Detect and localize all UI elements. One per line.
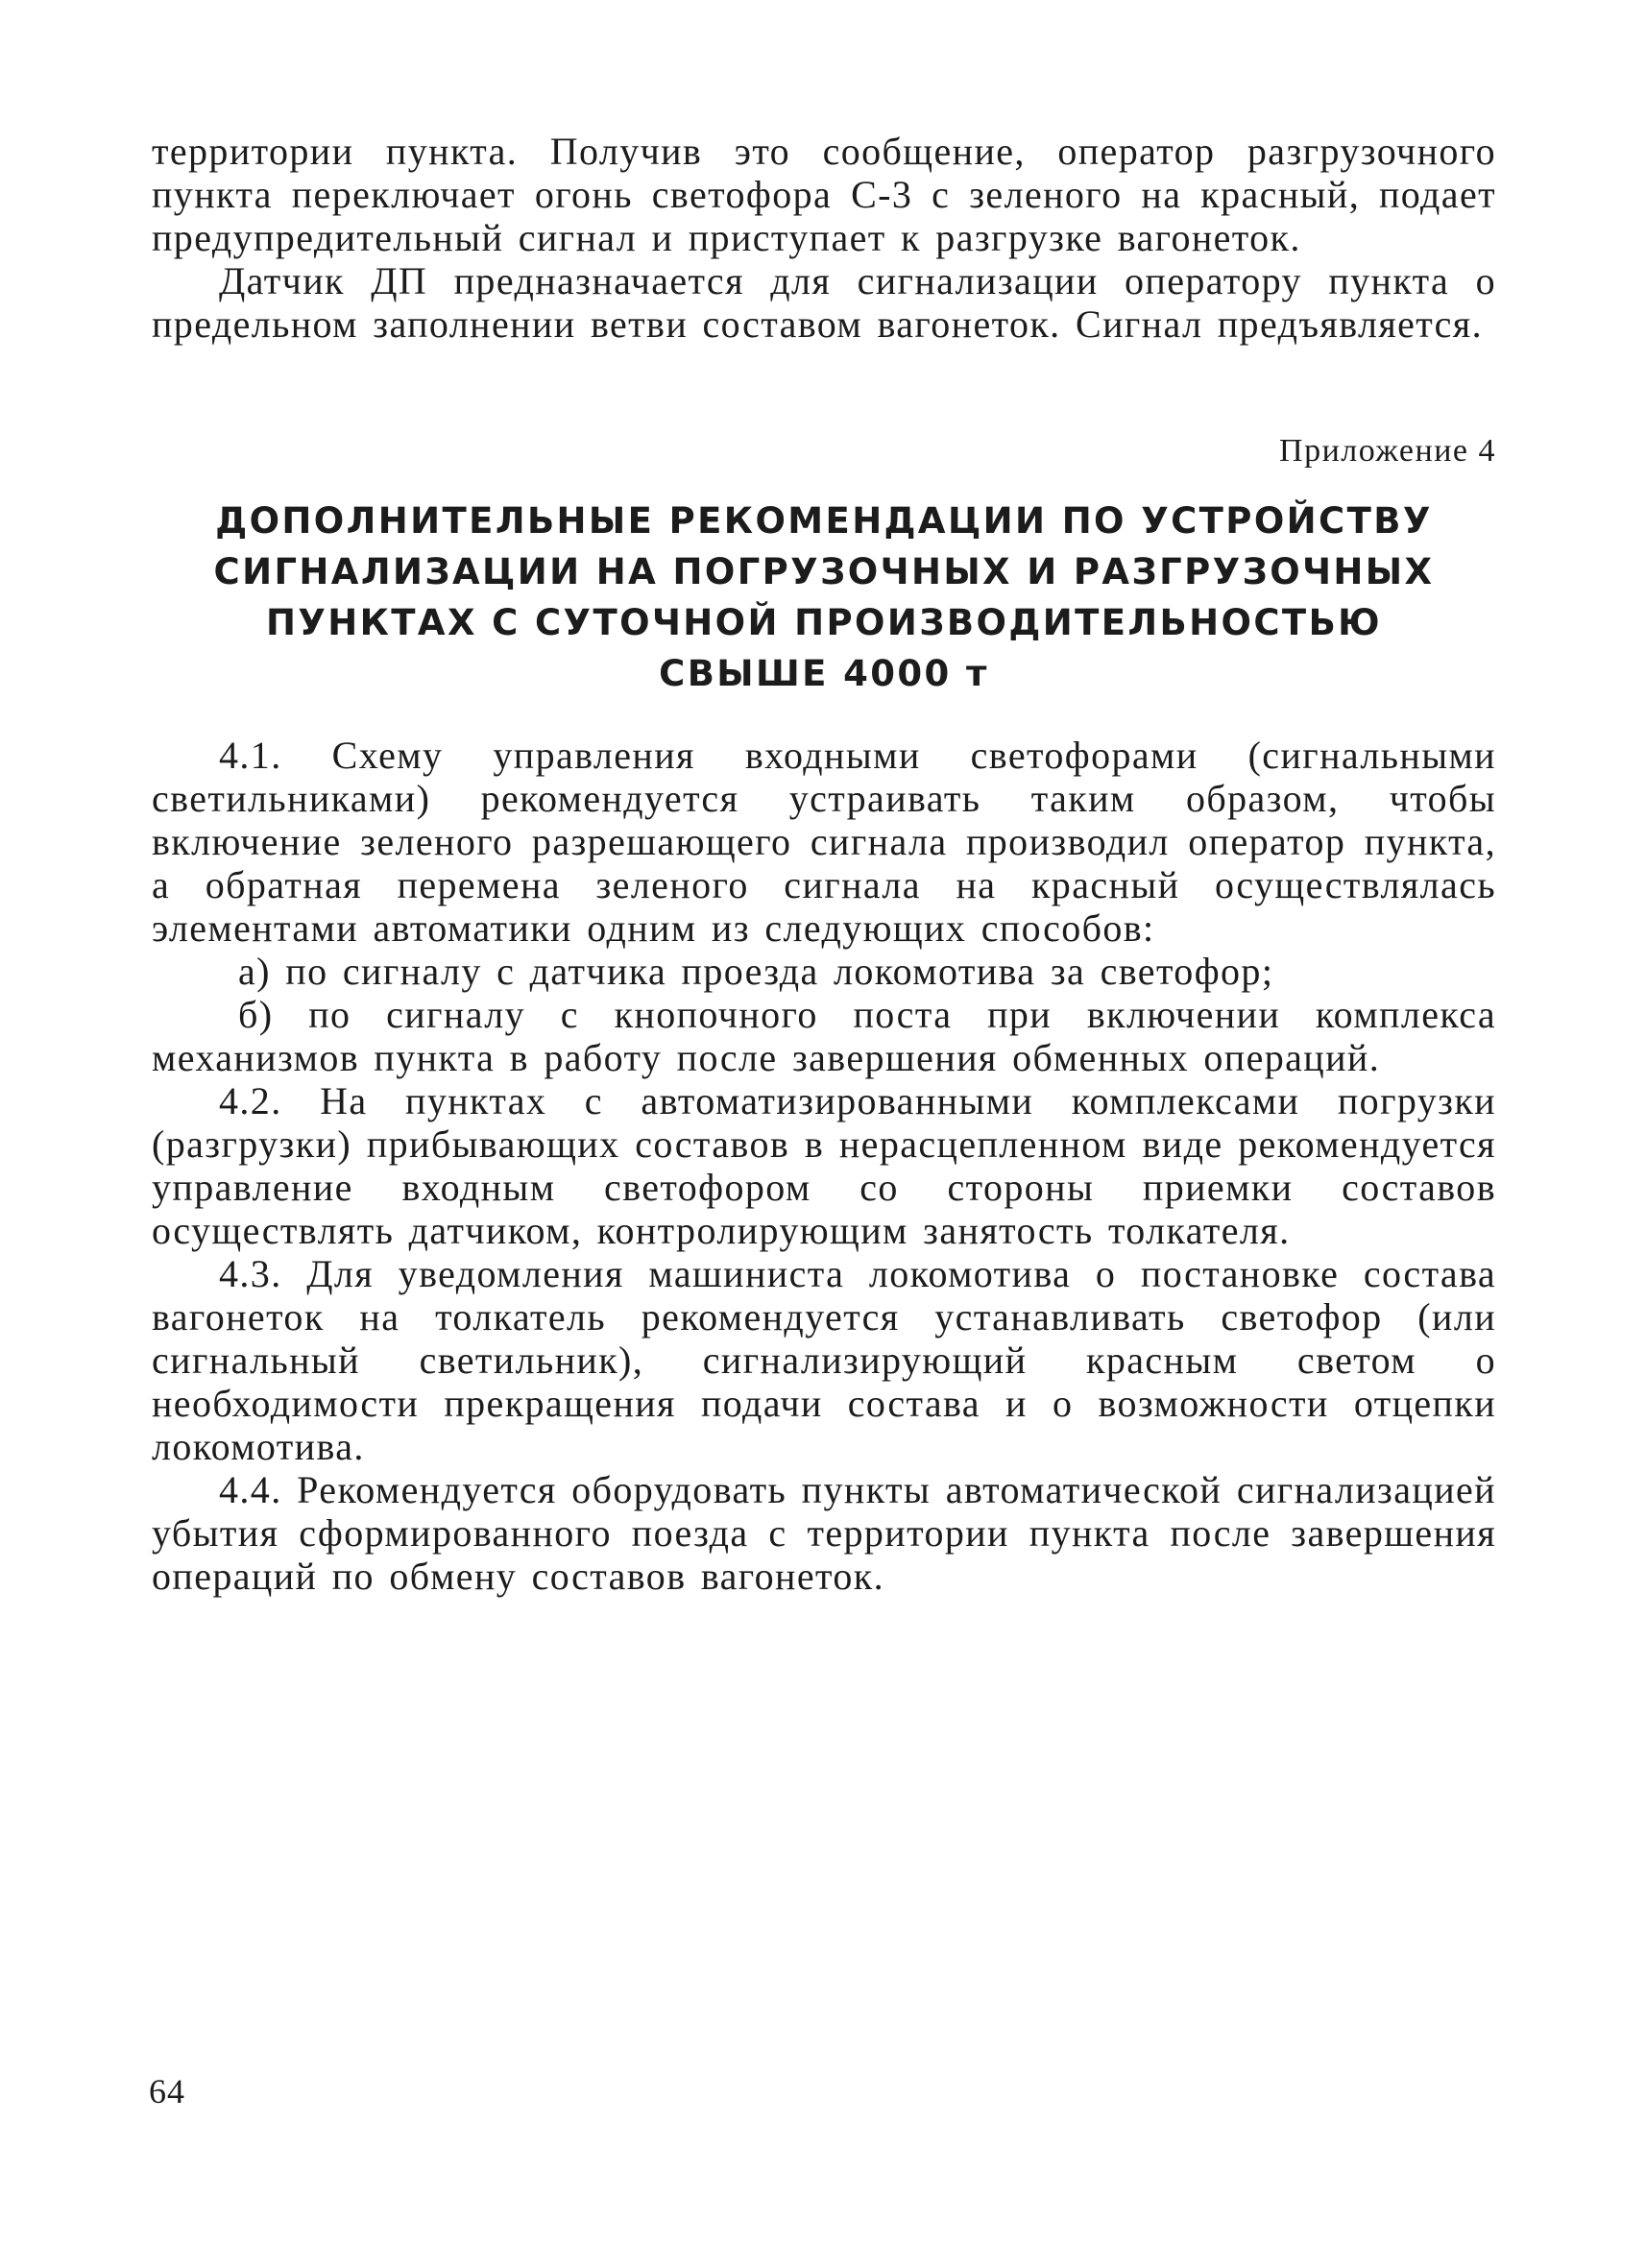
appendix-label: Приложение 4	[1279, 433, 1496, 469]
appendix-title-line: СИГНАЛИЗАЦИИ НА ПОГРУЗОЧНЫХ И РАЗГРУЗОЧНЫХ	[213, 551, 1435, 592]
appendix-title-line: ДОПОЛНИТЕЛЬНЫЕ РЕКОМЕНДАЦИИ ПО УСТРОЙСТВУ	[215, 500, 1433, 542]
section-4-1: 4.1. Схему управления входными светофорами (сигнальными светильниками) рекомендуется устраивать таким образом, чтобы включение зеленого разрешающего сигнала производил оператор пункта, а обратная перемена зеленого сигнала на красный осуществлялась элементами автоматики одним из следующих способов:	[152, 734, 1496, 950]
section-4-3: 4.3. Для уведомления машиниста локомотива о постановке состава вагонеток на толкатель рекомендуется устанавливать светофор (или сигнальный светильник), сигнализирующий красным светом о необходимости прекращения подачи состава и о возможности отцепки локомотива.	[152, 1252, 1496, 1468]
section-4-1-subitem-a: а) по сигналу с датчика проезда локомотива за светофор;	[238, 950, 1274, 993]
intro-paragraph-2: Датчик ДП предназначается для сигнализации оператору пункта о предельном заполнении ветви составом вагонеток. Сигнал предъявляется.	[152, 259, 1496, 346]
appendix-title-line: ПУНКТАХ С СУТОЧНОЙ ПРОИЗВОДИТЕЛЬНОСТЬЮ	[265, 602, 1382, 643]
section-4-4: 4.4. Рекомендуется оборудовать пункты автоматической сигнализацией убытия сформированного поезда с территории пункта после завершения операций по обмену составов вагонеток.	[152, 1468, 1496, 1598]
appendix-title-line: СВЫШЕ 4000 т	[659, 653, 989, 694]
page-number: 64	[149, 2072, 185, 2111]
section-4-2: 4.2. На пунктах с автоматизированными комплексами погрузки (разгрузки) прибывающих составов в нерасцепленном виде рекомендуется управление входным светофором со стороны приемки составов осуществлять датчиком, контролирующим занятость толкателя.	[152, 1079, 1496, 1252]
document-page	[152, 130, 1496, 1598]
appendix-title	[152, 495, 1496, 699]
section-4-1-subitem-b: б) по сигналу с кнопочного поста при включении комплекса механизмов пункта в работу после завершения обменных операций.	[152, 993, 1496, 1079]
intro-paragraph-1: территории пункта. Получив это сообщение, оператор разгрузочного пункта переключает огонь светофора С-3 с зеленого на красный, подает предупредительный сигнал и приступает к разгрузке вагонеток.	[152, 130, 1496, 259]
